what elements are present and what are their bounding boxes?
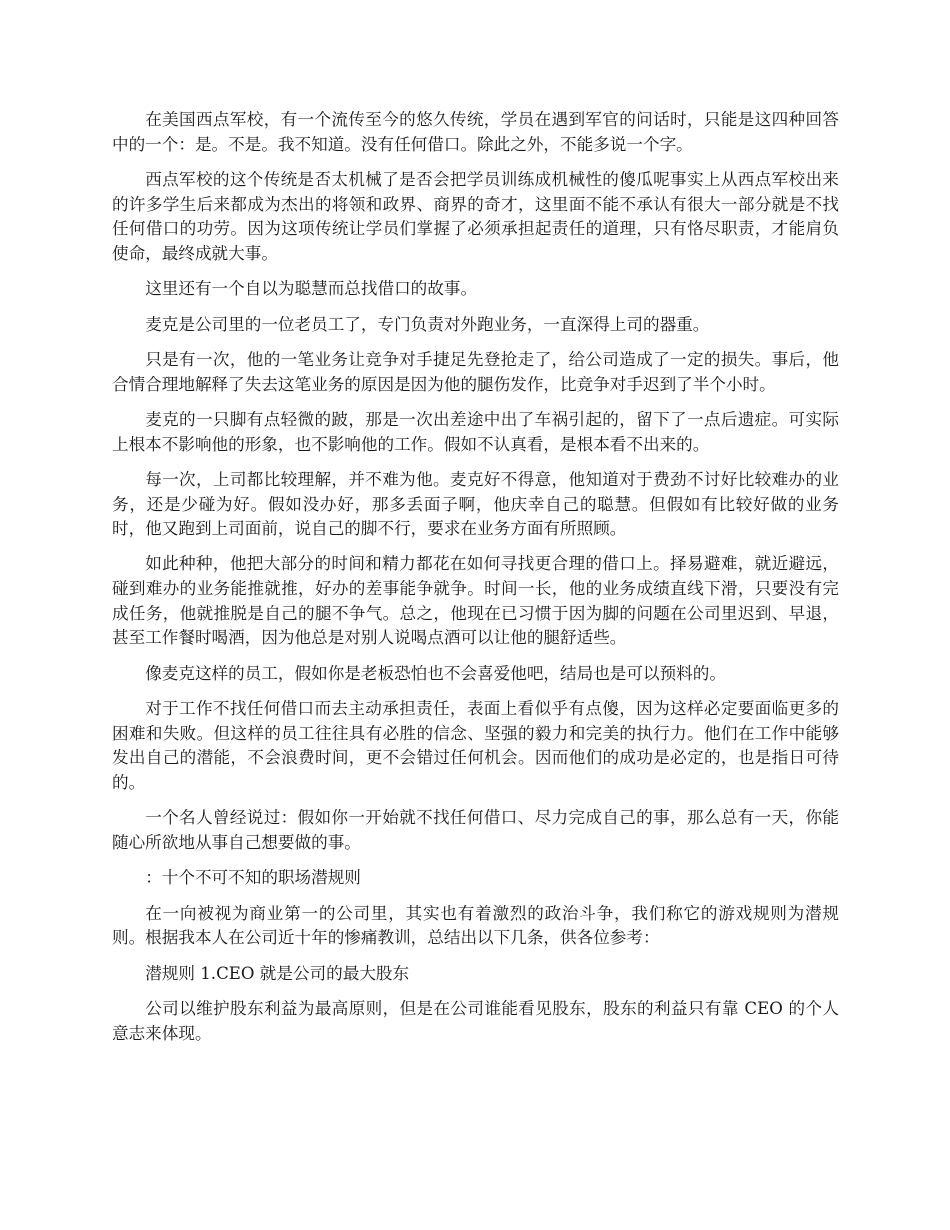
paragraph-boss-understanding: 每一次，上司都比较理解，并不难为他。麦克好不得意，他知道对于费劲不讨好比较难办的业务，还是少碰为好。假如没办好，那多丢面子啊，他庆幸自己的聪慧。但假如有比较好做的业务时，他又跑到上司面前，说自己的脚不行，要求在业务方面有所照顾。 (112, 469, 839, 539)
paragraph-tradition-question: 西点军校的这个传统是否太机械了是否会把学员训练成机械性的傻瓜呢事实上从西点军校出来的许多学生后来都成为杰出的将领和政界、商界的奇才，这里面不能不承认有很大一部分就是不找任何借口的功劳。因为这项传统让学员们掌握了必须承担起责任的道理，只有恪尽职责，才能肩负使命，最终成就大事。 (112, 169, 839, 263)
paragraph-take-responsibility: 对于工作不找任何借口而去主动承担责任，表面上看似乎有点傻，因为这样必定要面临更多的困难和失败。但这样的员工往往具有必胜的信念、坚强的毅力和完美的执行力。他们在工作中能够发出自己的潜能，不会浪费时间，更不会错过任何机会。因而他们的成功是必定的，也是指日可待的。 (112, 699, 839, 792)
paragraph-hidden-rules-intro: 在一向被视为商业第一的公司里，其实也有着激烈的政治斗争，我们称它的游戏规则为潜规则。根据我本人在公司近十年的惨痛教训，总结出以下几条，供各位参考： (112, 903, 839, 948)
document-page (112, 108, 839, 1057)
paragraph-lost-business: 只是有一次，他的一笔业务让竞争对手捷足先登抢走了，给公司造成了一定的损失。事后，他合情合理地解释了失去这笔业务的原因是因为他的腿伤发作，比竞争对手迟到了半个小时。 (112, 349, 839, 394)
paragraph-excuses: 如此种种，他把大部分的时间和精力都花在如何寻找更合理的借口上。择易避难，就近避远，碰到难办的业务能推就推，好办的差事能争就争。时间一长，他的业务成绩直线下滑，只要没有完成任务，他就推脱是自己的腿不争气。总之，他现在已习惯于因为脚的问题在公司里迟到、早退，甚至工作餐时喝酒，因为他总是对别人说喝点酒可以让他的腿舒适些。 (112, 554, 839, 648)
paragraph-mike-leg: 麦克的一只脚有点轻微的跛，那是一次出差途中出了车祸引起的，留下了一点后遗症。可实际上根本不影响他的形象，也不影响他的工作。假如不认真看，是根本看不出来的。 (112, 409, 839, 454)
paragraph-quote: 一个名人曾经说过：假如你一开始就不找任何借口、尽力完成自己的事，那么总有一天，你能随心所欲地从事自己想要做的事。 (112, 808, 839, 852)
rule-1-heading: 潜规则 1.CEO 就是公司的最大股东 (145, 963, 410, 983)
paragraph-rule-1: 公司以维护股东利益为最高原则，但是在公司谁能看见股东，股东的利益只有靠 CEO 的个人意志来体现。 (112, 998, 839, 1043)
paragraph-westpoint-tradition: 在美国西点军校，有一个流传至今的悠久传统，学员在遇到军官的问话时，只能是这四种回答中的一个：是。不是。我不知道。没有任何借口。除此之外，不能多说一个字。 (112, 110, 839, 154)
paragraph-outcome: 像麦克这样的员工，假如你是老板恐怕也不会喜爱他吧，结局也是可以预料的。 (145, 663, 726, 683)
paragraph-mike-intro: 麦克是公司里的一位老员工了，专门负责对外跑业务，一直深得上司的器重。 (145, 314, 710, 334)
paragraph-story-intro: 这里还有一个自以为聪慧而总找借口的故事。 (145, 279, 478, 299)
section-heading-hidden-rules: ：十个不可不知的职场潜规则 (145, 868, 361, 888)
